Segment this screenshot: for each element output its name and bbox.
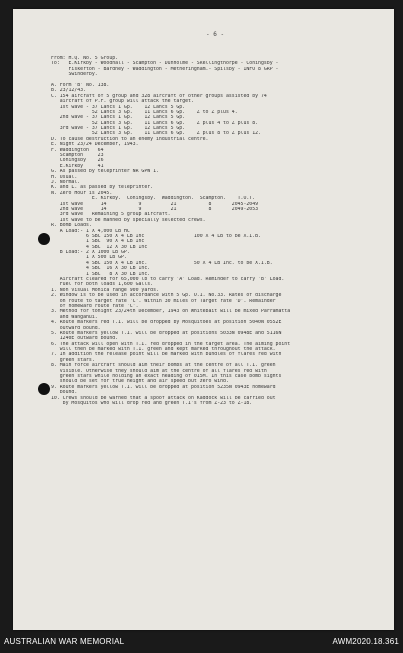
document-line: Fuel for both loads 1,600 Galls. (51, 282, 154, 288)
document-line: green stars while holding an exact heading of 015M. In this case bomb sights (51, 374, 282, 380)
document-line: K. and L. as passed by teleprinter. (51, 185, 154, 191)
document-line: 6. The attack will open with T.I. red dropped in the target area. The aiming point (51, 341, 291, 347)
document-line: E.Kirkby 41 (51, 163, 104, 169)
document-line: D. To cause destruction to an enemy industrial centre. (51, 136, 209, 142)
document-line: 1240E outward bound. (51, 336, 119, 342)
document-line: 3rd wave Remaining 5 group aircraft. (51, 212, 171, 218)
document-line: A. Form 'B' No. 138. (51, 82, 110, 88)
document-line: bound. (51, 390, 78, 396)
document-line: on route to target rate 'C'. Within 30 miles of Target rate 'D'. Remainder (51, 298, 276, 304)
document-line: Swinderby. (51, 72, 98, 78)
document-line: 4. Route markers red T.I. will be dropped by Mosquitoes at position 5040N 0552E (51, 320, 282, 326)
document-line: 8. Main force aircraft should aim their bombs at the centre of all T.I. green (51, 363, 276, 369)
archive-credit: AUSTRALIAN WAR MEMORIAL (4, 637, 125, 646)
page-number: - 6 - (206, 31, 225, 38)
document-line: 4 SBC 16 X 30 LB Inc. (51, 266, 151, 272)
punch-hole-bottom (38, 383, 50, 395)
document-line: 1 SBC 90 X 4 LB Inc (51, 239, 145, 245)
document-line: R. Bomb Loads. (51, 223, 92, 229)
document-line: 4 SBC 12 X 30 LB Inc (51, 244, 148, 250)
document-line: 52 Lancs 3 Gp. 11 Lancs 6 Gp. Z plus 4 to Z plus 8. (51, 120, 259, 126)
document-line: 9. Route markers yellow T.I. will be dropped at position 5235N 0943E homeward (51, 384, 276, 390)
document-line: B Load:- 2 X 1000 LB GP. (51, 250, 130, 256)
document-line: will then be marked with T.I. green and kept marked throughout the attack. (51, 347, 276, 353)
document-line: E. Night 23/24 December, 1943. (51, 142, 139, 148)
document-line: Fiskerton - Bardney - Waddington - Metheringham.- Spilsby - INFO 8 GRP - (51, 66, 279, 72)
document-line: 10. Crews should be warned that a spoof attack on Kaddock will be carried out (51, 395, 276, 401)
document-line: by Mosquitos who will drop red and green T.I's from Z-23 to Z-18. (51, 401, 253, 406)
document-line: 3. Method for tonight 23/24th December, 1943 on Whitebait will be mixed Parramatta (51, 309, 291, 315)
document-line: B. 23/12/43. (51, 88, 86, 94)
document-line: should be set for true height and air speed but zero wind. (51, 379, 229, 385)
document-line: 2nd wave - 37 Lancs 1 Gp. 12 Lancs 5 Gp. (51, 115, 186, 121)
document-line: 1. Non visual Monica range 900 yards. (51, 287, 159, 293)
document-line: A Load:- 1 X 4,000 LB HC (51, 228, 130, 234)
document-line: 52 Lancs 3 Gp. 11 Lancs 6 Gp. Z plus 8 to Z plus 12. (51, 131, 261, 137)
document-line: 1st wave - 37 Lancs 1 Gp. 12 Lancs 5 Gp. (51, 104, 186, 110)
document-line: F. Waddington 64 (51, 147, 104, 153)
document-line: To: E.Kirkby - Woodhall - Scampton - Dunholme - Skellingthorpe - Coningsby - (51, 61, 279, 67)
document-line: H. Usual. (51, 174, 78, 180)
document-line: From: H.Q. No. 5 Group. (51, 56, 119, 61)
document-line: 52 Lancs 3 Gp. 11 Lancs 6 Gp. Z to Z plus 4. (51, 109, 238, 115)
document-line: green stars. (51, 357, 95, 363)
document-line: 7. In addition the release point will be marked with bundles of flares red with (51, 352, 282, 358)
document-line: Coningsby 26 (51, 158, 104, 164)
document-line: of homeward route rate 'C'. (51, 303, 139, 309)
document-line: outward bound. (51, 325, 101, 331)
document-line: E. Kirkby. Coningsby. Waddington. Scampton. T.O.T. (51, 196, 256, 202)
document-line: 1 X 500 LB GP. (51, 255, 127, 261)
document-line: aircraft of P.F. group will attack the target. (51, 99, 194, 105)
document-line: Aircraft cleared for 65,000 lb to carry 'A' Load. Reminder to carry 'B' Load. (51, 277, 285, 283)
document-body (51, 56, 389, 406)
document-line: 1 SBC 8 X 30 LB Inc. (51, 271, 151, 277)
document-line: C. 154 aircraft of 5 group and 328 aircraft of other groups assisted by 74 (51, 93, 267, 99)
document-line: visible. Otherwise they should aim at the centre of all flares red with (51, 368, 267, 374)
document-line: 2. Window is to be used in accordance with 5 Gp. O.I. No.33. Rates of discharge (51, 293, 282, 299)
document-line: and Wanganui. (51, 314, 98, 320)
document-line: N. Zero Hour is 2045. (51, 190, 113, 196)
document-line: G. As passed by teleprinter NR GPW 1. (51, 169, 159, 175)
accession-number: AWM2020.18.361 (332, 637, 399, 646)
document-line: J. Normal. (51, 179, 81, 185)
document-line: 5. Route markers yellow T.I. will be dropped at positions 5033N 0948E and 5116N (51, 330, 282, 336)
punch-hole-top (38, 233, 50, 245)
document-page (13, 9, 394, 630)
document-line: 2nd wave 14 9 21 8 2049-2053 (51, 206, 259, 212)
document-line: 3rd wave - 37 Lancs 1 Gp. 12 Lancs 5 Gp. (51, 126, 186, 132)
document-line: Scampton 23 (51, 153, 104, 159)
document-line: 4 SBC 150 X 4 LB Inc. 50 X 4 LB Inc. to be X.I.B. (51, 260, 273, 266)
document-line: 6 SBC 150 X 4 LB Inc 100 X 4 LB to be X.I.B. (51, 233, 261, 239)
document-line: 1st wave to be manned by specially selected crews. (51, 217, 206, 223)
document-line: 1st wave 14 9 21 8 2045-2049 (51, 201, 259, 207)
